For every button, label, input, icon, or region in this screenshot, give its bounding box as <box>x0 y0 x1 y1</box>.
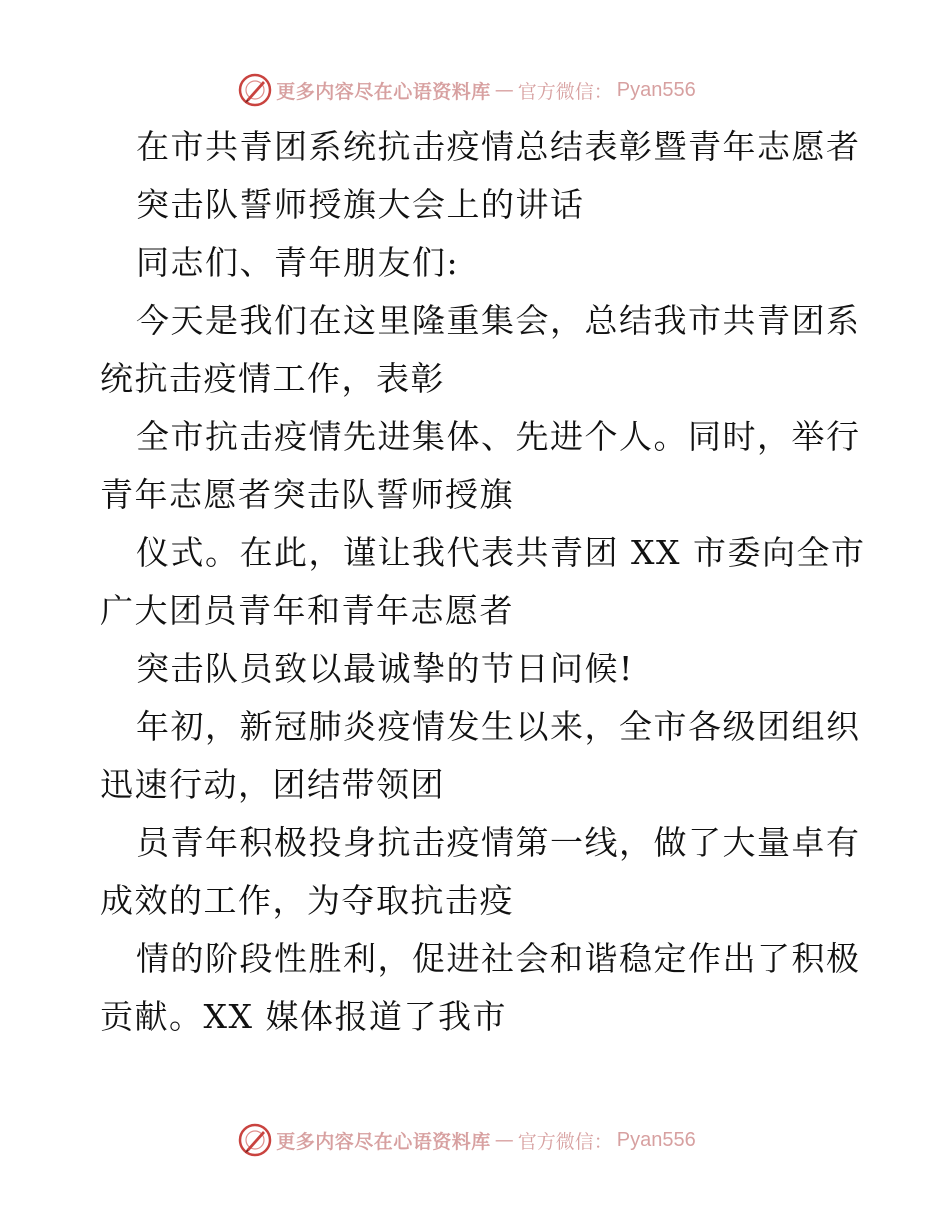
banner-wechat-id: Pyan556 <box>616 1128 696 1151</box>
document-line: 统抗击疫情工作，表彰 <box>100 359 445 398</box>
banner-wechat-label: 官方微信： <box>517 80 613 103</box>
document-line: 年初，新冠肺炎疫情发生以来，全市各级团组织 <box>136 707 861 746</box>
quill-logo-icon <box>238 73 272 107</box>
document-line: 同志们、青年朋友们: <box>136 243 460 282</box>
document-line: 情的阶段性胜利，促进社会和谐稳定作出了积极 <box>136 939 861 978</box>
document-line: 员青年积极投身抗击疫情第一线，做了大量卓有 <box>136 823 861 862</box>
document-line: 突击队员致以最诚挚的节日问候! <box>136 649 634 688</box>
document-line: 迅速行动，团结带领团 <box>100 765 445 804</box>
quill-logo-icon <box>238 1123 272 1157</box>
banner-dash: — <box>494 79 514 101</box>
footer-banner <box>0 1120 950 1160</box>
document-line: 成效的工作，为夺取抗击疫 <box>100 881 514 920</box>
document-line: 突击队誓师授旗大会上的讲话 <box>136 185 585 224</box>
banner-wechat-id: Pyan556 <box>616 78 696 101</box>
document-line: 今天是我们在这里隆重集会，总结我市共青团系 <box>136 301 861 340</box>
banner-slogan: 更多内容尽在心语资料库 <box>276 80 491 103</box>
document-line: 青年志愿者突击队誓师授旗 <box>100 475 514 514</box>
banner-slogan: 更多内容尽在心语资料库 <box>276 1130 491 1153</box>
document-line: 贡献。XX 媒体报道了我市 <box>100 997 507 1036</box>
document-line: 仪式。在此，谨让我代表共青团 XX 市委向全市 <box>136 533 866 572</box>
document-line: 全市抗击疫情先进集体、先进个人。同时，举行 <box>136 417 861 456</box>
banner-dash: — <box>494 1129 514 1151</box>
header-banner <box>0 70 950 110</box>
document-body <box>100 118 866 1046</box>
document-line: 在市共青团系统抗击疫情总结表彰暨青年志愿者 <box>136 127 861 166</box>
banner-wechat-label: 官方微信： <box>517 1130 613 1153</box>
document-line: 广大团员青年和青年志愿者 <box>100 591 514 630</box>
